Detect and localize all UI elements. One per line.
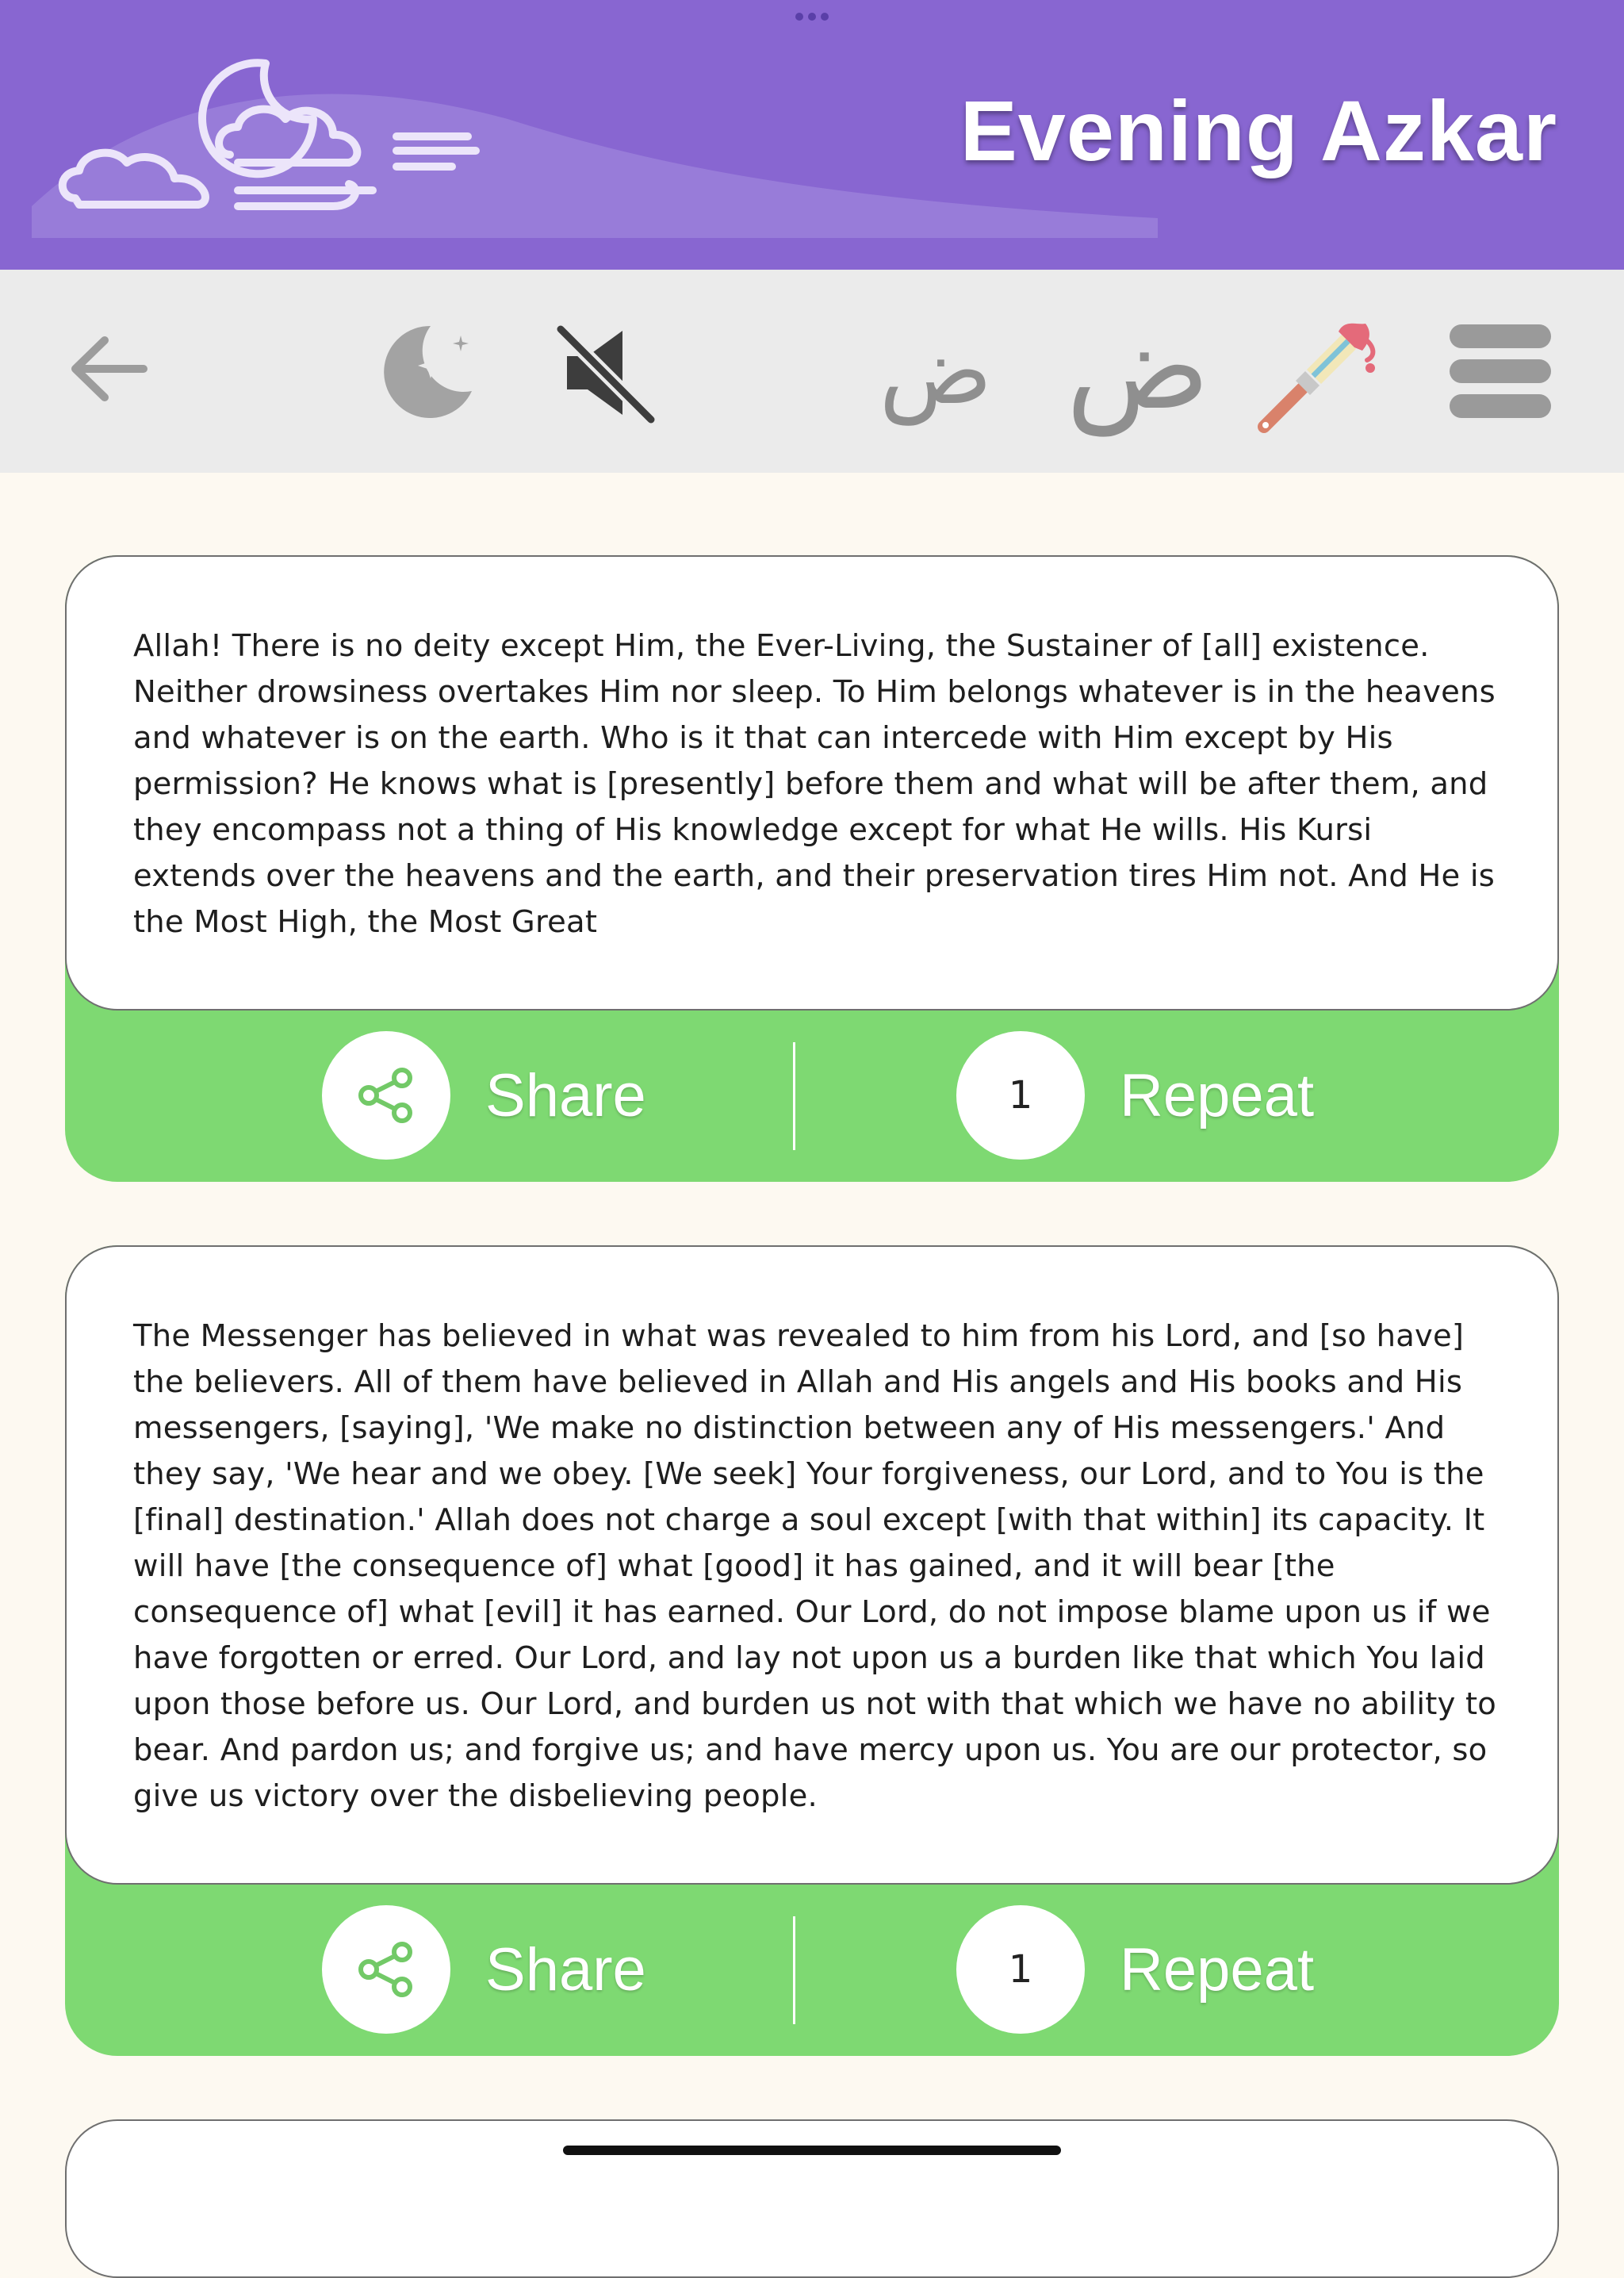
azkar-text: Allah! There is no deity except Him, the Ever-Living, the Sustainer of [all] existence. Neither drowsiness overtakes Him nor sleep. To Him belongs whatever is in the heavens and whatever is on the earth. Who is it that can intercede with Him except by His permission? He knows what is [presently] before them and what will be after them, and they encompass not a thing of His knowledge except for what He wills. His Kursi extends over the heavens and the earth, and their preservation tires Him not. And He is the Most High, the Most Great [133,628,1496,940]
repeat-counter-button[interactable] [956,1031,1085,1160]
azkar-card [65,555,1559,1182]
action-divider [793,1042,795,1150]
repeat-counter-button[interactable] [956,1905,1085,2034]
back-button[interactable] [57,317,160,420]
card-actions [65,1885,1559,2056]
sound-muted-icon [553,321,656,424]
repeat-count: 1 [1008,1947,1033,1992]
repeat-label[interactable]: Repeat [1120,1062,1315,1129]
azkar-text-box [65,555,1559,1011]
sound-toggle-button[interactable] [549,317,660,428]
page-title: Evening Azkar [959,82,1557,178]
azkar-text-box [65,1245,1559,1885]
header-bar [0,0,1624,270]
share-button[interactable] [322,1905,450,2034]
card-actions [65,1011,1559,1182]
toolbar [0,270,1624,473]
night-mode-icon [375,320,478,423]
azkar-card-partial [65,2119,1559,2278]
azkar-text: The Messenger has believed in what was revealed to him from his Lord, and [so have] the believers. All of them have believed in Allah and His angels and His books and His messengers, [saying], 'We make no distinction between any of His messengers.' And they say, 'We hear and we obey. [We seek] Your forgiveness, our Lord, and to You is the [final] destination.' Allah does not charge a soul except [with that within] its capacity. It will have [the consequence of] what [good] it has gained, and it will bear [the consequence of] what [evil] it has earned. Our Lord, do not impose blame upon us if we have forgotten or erred. Our Lord, and lay not upon us a burden like that which You laid upon those before us. Our Lord, and burden us not with that which we have no ability to bear. And pardon us; and forgive us; and have mercy upon us. You are our protector, so give us victory over the disbelieving people. [133,1318,1497,1814]
share-button[interactable] [322,1031,450,1160]
share-icon [356,1939,416,2000]
menu-icon [1446,320,1554,423]
paint-brush-icon [1247,308,1381,443]
share-label[interactable]: Share [485,1062,646,1129]
theme-button[interactable] [1247,308,1381,443]
back-arrow-icon [61,321,156,416]
menu-button[interactable] [1445,319,1556,424]
font-size-increase[interactable]: ض [1066,298,1210,436]
azkar-card [65,1245,1559,2056]
repeat-count: 1 [1008,1073,1033,1118]
share-label[interactable]: Share [485,1936,646,2004]
home-indicator[interactable] [563,2146,1061,2155]
repeat-label[interactable]: Repeat [1120,1936,1315,2004]
night-mode-button[interactable] [373,317,480,424]
action-divider [793,1916,795,2024]
font-size-decrease[interactable]: ض [879,316,993,425]
share-icon [356,1065,416,1126]
